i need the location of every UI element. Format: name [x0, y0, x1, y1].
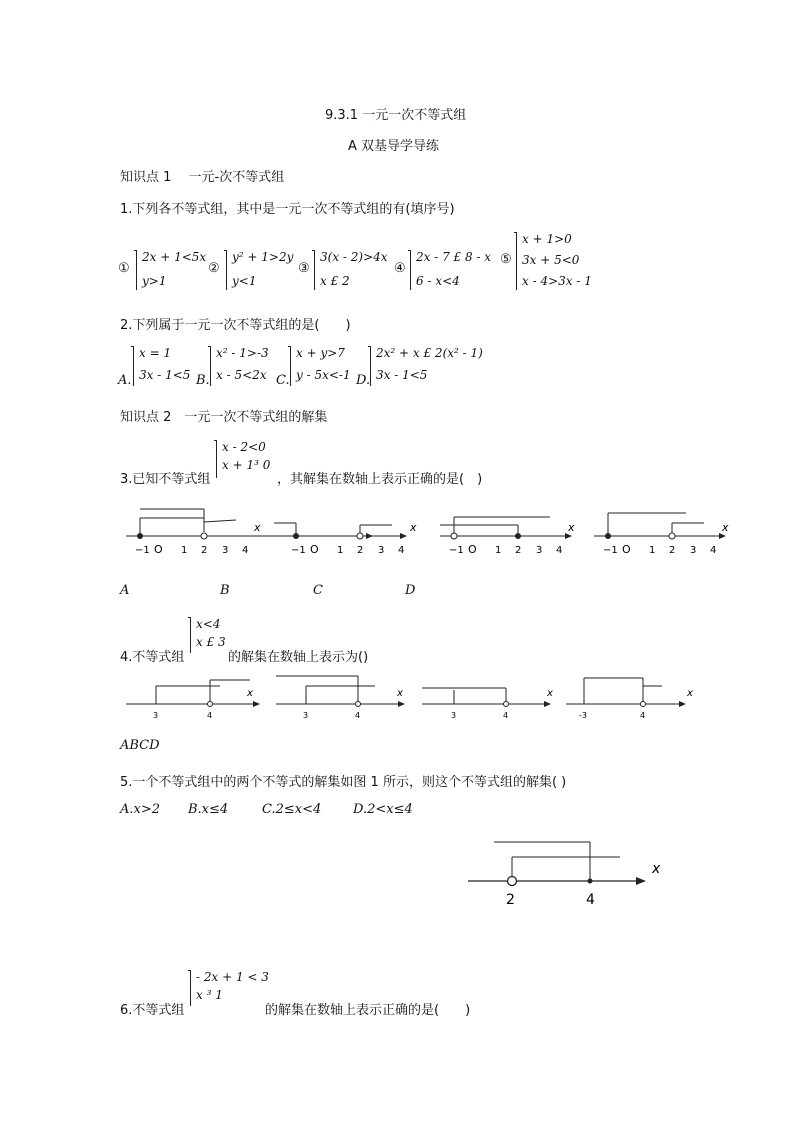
q4-a-tick: 3 — [153, 711, 159, 720]
q1-item-4-row-2: 6 - x<4 — [416, 274, 460, 288]
q5-option-c: C.2≤x<4 — [262, 802, 322, 817]
q2-option-c-row-2: y - 5x<-1 — [296, 368, 351, 382]
q4-row-2: x £ 3 — [196, 635, 226, 649]
section-heading-1: 知识点 1 一元-次不等式组 — [120, 170, 285, 185]
q4-c-axis-var: x — [547, 688, 553, 699]
q3-d-axis-var: x — [722, 521, 729, 534]
q1-item-3-row-1: 3(x - 2)>4x — [320, 250, 388, 264]
q2-option-c-row-1: x + y>7 — [296, 346, 345, 360]
q2-option-c-letter: C. — [276, 373, 290, 388]
q5-option-d: D.2<x≤4 — [353, 802, 413, 817]
q2-option-a-row-2: 3x - 1<5 — [139, 368, 191, 382]
q3-b-tick: O — [310, 543, 319, 556]
q3-d-tick: 4 — [710, 545, 717, 556]
q3-b-tick: −1 — [291, 545, 306, 556]
question-2-stem: 2.下列属于一元一次不等式组的是( ) — [120, 318, 351, 333]
q3-row-1: x - 2<0 — [222, 440, 266, 454]
q3-b-tick: 1 — [337, 545, 344, 556]
q3-c-tick: 1 — [495, 545, 502, 556]
q4-c-tick: 4 — [503, 711, 509, 720]
q4-d-axis-var: x — [687, 688, 693, 699]
question-4-answer-labels: ABCD — [120, 738, 160, 753]
q3-d-tick: 3 — [690, 545, 697, 556]
q3-d-tick: 2 — [669, 545, 676, 556]
q4-line-c — [422, 688, 553, 720]
question-6-prefix: 6.不等式组 — [120, 1003, 185, 1018]
question-3-number-lines — [118, 505, 758, 565]
q3-line-c — [440, 517, 575, 556]
q2-option-d-row-2: 3x - 1<5 — [376, 368, 428, 382]
question-4-suffix: 的解集在数轴上表示为() — [228, 650, 369, 665]
q5-option-a: A.x>2 — [120, 802, 161, 817]
q4-a-axis-var: x — [247, 688, 253, 699]
q4-line-a — [126, 680, 260, 720]
q3-a-tick: O — [154, 543, 163, 556]
q3-line-b — [274, 521, 417, 556]
q5-axis-var: x — [652, 861, 661, 877]
q3-label-b: B — [220, 583, 230, 598]
q4-row-1: x<4 — [196, 617, 221, 631]
q1-item-5-row-3: x - 4>3x - 1 — [522, 274, 592, 288]
q1-item-2-mark: ② — [208, 261, 220, 276]
q3-label-d: D — [405, 583, 416, 598]
q3-label-c: C — [313, 583, 323, 598]
q1-item-1-mark: ① — [118, 261, 130, 276]
q6-row-1: - 2x + 1 < 3 — [196, 970, 269, 984]
q5-option-b: B.x≤4 — [188, 802, 229, 817]
question-4-prefix: 4.不等式组 — [120, 650, 185, 665]
q3-a-tick: 2 — [201, 545, 208, 556]
q2-option-d-letter: D. — [356, 373, 371, 388]
q3-a-tick: 4 — [242, 545, 249, 556]
q1-item-2-row-2: y<1 — [232, 274, 257, 288]
q2-option-b-letter: B. — [196, 373, 210, 388]
q4-b-tick: 3 — [303, 711, 309, 720]
q3-label-a: A — [120, 583, 130, 598]
q4-d-tick: 4 — [640, 711, 646, 720]
q1-item-3-mark: ③ — [298, 261, 310, 276]
page-title: 9.3.1 一元一次不等式组 — [325, 108, 467, 123]
section-heading-2: 知识点 2 一元一次不等式组的解集 — [120, 410, 328, 425]
q3-a-axis-var: x — [254, 521, 261, 534]
q3-c-axis-var: x — [568, 521, 575, 534]
question-3-prefix: 3.已知不等式组 — [120, 472, 211, 487]
q3-c-tick: 4 — [556, 545, 563, 556]
q3-d-tick: −1 — [603, 545, 618, 556]
q4-b-axis-var: x — [397, 688, 403, 699]
q4-c-tick: 3 — [451, 711, 457, 720]
q3-c-tick: −1 — [449, 545, 464, 556]
q1-item-3-row-2: x £ 2 — [320, 274, 350, 288]
q3-b-tick: 2 — [357, 545, 364, 556]
q2-option-a-letter: A. — [118, 373, 132, 388]
q4-line-d — [566, 678, 693, 720]
q6-row-2: x ³ 1 — [196, 988, 223, 1002]
q4-d-tick: -3 — [579, 711, 587, 720]
q4-a-tick: 4 — [207, 711, 213, 720]
q3-b-tick: 3 — [378, 545, 385, 556]
q1-item-5-row-2: 3x + 5<0 — [522, 253, 580, 267]
q3-a-tick: 1 — [181, 545, 188, 556]
q5-tick-4: 4 — [586, 892, 595, 908]
question-4-number-lines — [120, 672, 700, 722]
q5-tick-2: 2 — [506, 892, 515, 908]
q2-option-a-row-1: x = 1 — [139, 346, 172, 360]
q1-item-1-row-2: y>1 — [142, 274, 167, 288]
question-3-suffix: ，其解集在数轴上表示正确的是( ) — [277, 472, 483, 487]
q3-b-tick: 4 — [398, 545, 405, 556]
q3-b-axis-var: x — [410, 521, 417, 534]
q1-item-5-row-1: x + 1>0 — [522, 232, 572, 246]
q1-item-1-row-1: 2x + 1<5x — [142, 250, 207, 264]
q3-line-d — [594, 513, 729, 556]
q3-c-tick: O — [468, 543, 477, 556]
question-1-stem: 1.下列各不等式组，其中是一元一次不等式组的有(填序号) — [120, 202, 455, 217]
q3-d-tick: 1 — [649, 545, 656, 556]
page-subtitle: A 双基导学导练 — [348, 139, 440, 154]
q3-line-a — [126, 509, 373, 556]
q3-c-tick: 2 — [515, 545, 522, 556]
q3-a-tick: −1 — [135, 545, 150, 556]
q2-option-b-row-1: x² - 1>-3 — [216, 346, 269, 360]
q1-item-4-mark: ④ — [394, 261, 406, 276]
q4-line-b — [276, 676, 405, 720]
question-6-suffix: 的解集在数轴上表示正确的是( ) — [265, 1003, 471, 1018]
q2-option-b-row-2: x - 5<2x — [216, 368, 267, 382]
q3-c-tick: 3 — [536, 545, 543, 556]
question-5-stem: 5.一个不等式组中的两个不等式的解集如图 1 所示，则这个不等式组的解集( ) — [120, 775, 567, 790]
q1-item-5-mark: ⑤ — [500, 252, 512, 267]
q3-d-tick: O — [622, 543, 631, 556]
q1-item-2-row-1: y² + 1>2y — [232, 250, 294, 264]
q1-item-4-row-1: 2x - 7 £ 8 - x — [416, 250, 492, 264]
question-5-figure — [460, 830, 680, 910]
q3-row-2: x + 1³ 0 — [222, 458, 271, 472]
q2-option-d-row-1: 2x² + x £ 2(x² - 1) — [376, 346, 483, 360]
q4-b-tick: 4 — [355, 711, 361, 720]
q3-a-tick: 3 — [222, 545, 229, 556]
